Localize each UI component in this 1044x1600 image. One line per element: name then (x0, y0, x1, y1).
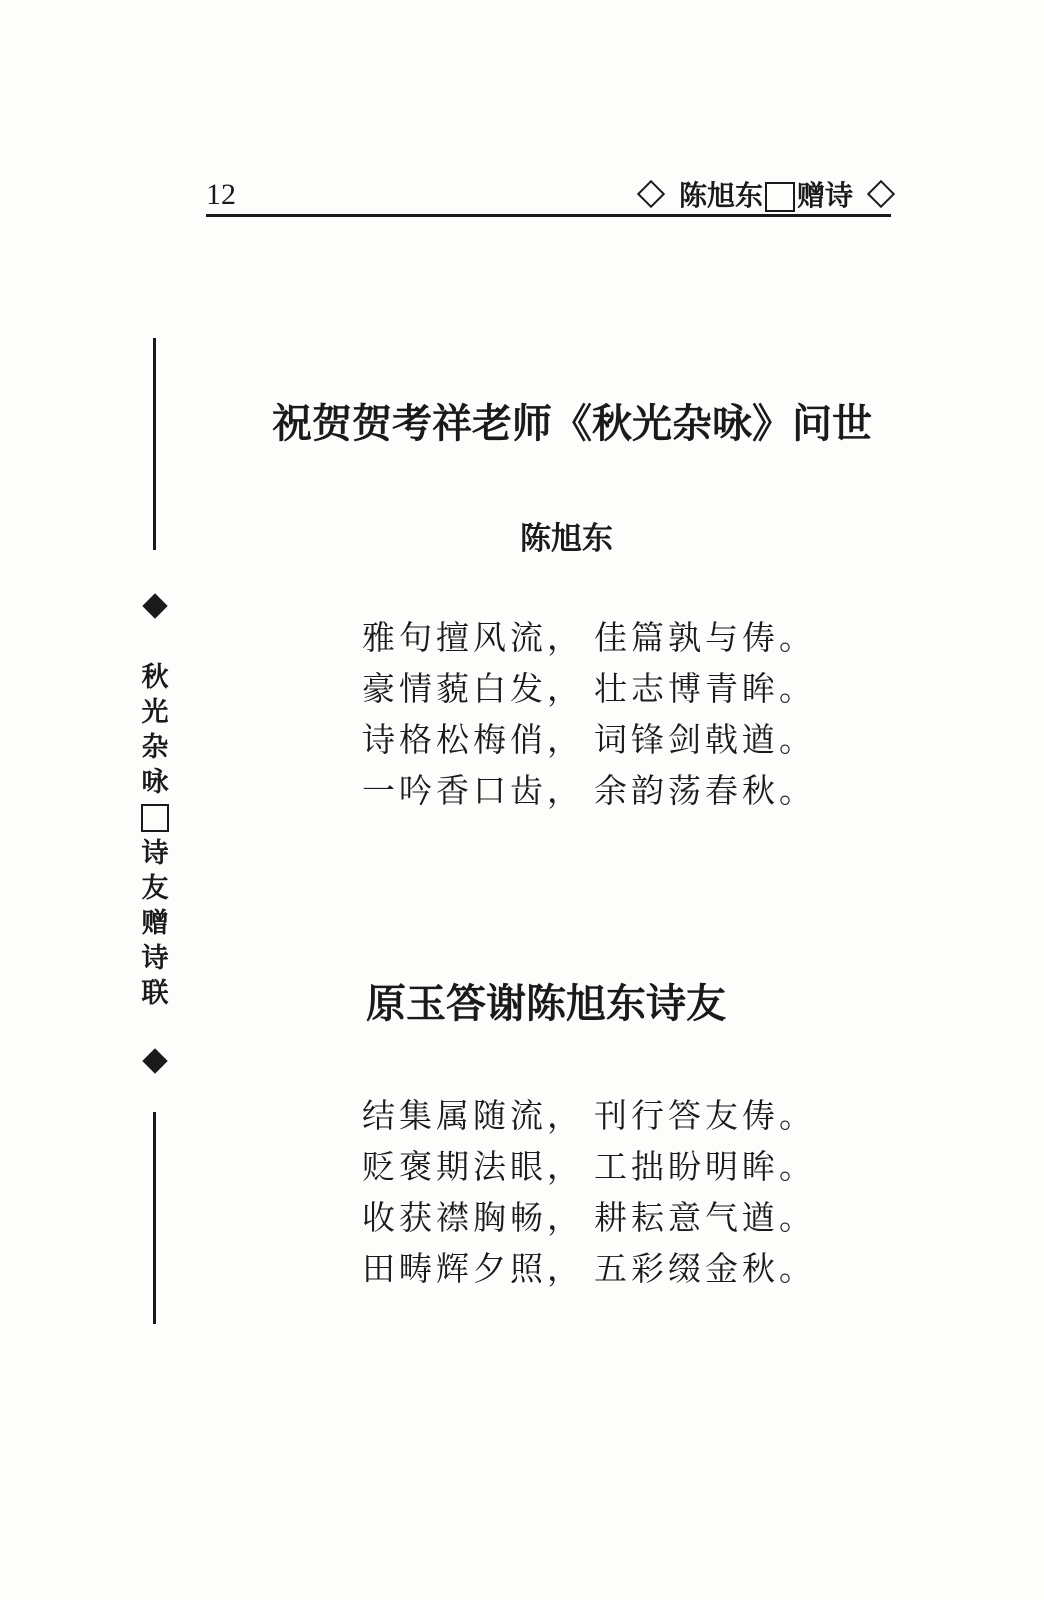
poem-line-first-half: 贬褒期法眼， (362, 1147, 584, 1186)
page-header (206, 168, 891, 217)
poem-body (362, 612, 826, 816)
sidebar-char: 赠 (141, 908, 169, 939)
poem-author: 陈旭东 (520, 521, 613, 557)
poem-body (362, 1090, 826, 1294)
poem-line (362, 663, 826, 714)
sidebar-rule-bottom (153, 1112, 156, 1324)
poem-line-first-half: 收获襟胸畅， (362, 1198, 584, 1237)
poem-line-second-half: 词锋剑戟遒。 (594, 720, 816, 759)
sidebar-char: 联 (141, 978, 169, 1009)
diamond-outline-icon (867, 180, 895, 208)
page-number: 12 (206, 178, 236, 211)
poem-line-first-half: 一吟香口齿， (362, 771, 584, 810)
running-title-text (679, 174, 853, 214)
poem-line-second-half: 佳篇孰与俦。 (594, 618, 816, 657)
box-separator-icon (141, 804, 169, 832)
sidebar-vertical-title (136, 660, 174, 1011)
sidebar-char: 杂 (141, 732, 169, 763)
poem-line-second-half: 五彩缀金秋。 (594, 1249, 816, 1288)
sidebar-char: 诗 (141, 943, 169, 974)
poem-title: 原玉答谢陈旭东诗友 (366, 981, 726, 1027)
poem-line (362, 612, 826, 663)
poem-line (362, 1141, 826, 1192)
poem-line-first-half: 诗格松梅俏， (362, 720, 584, 759)
poem-line (362, 1192, 826, 1243)
sidebar-char: 咏 (141, 767, 169, 798)
poem-line-second-half: 工拙盼明眸。 (594, 1147, 816, 1186)
sidebar-char: 光 (141, 697, 169, 728)
poem-line-first-half: 结集属随流， (362, 1096, 584, 1135)
sidebar-char: 秋 (141, 662, 169, 693)
poem-line-first-half: 田畴辉夕照， (362, 1249, 584, 1288)
poem-line-first-half: 雅句擅风流， (362, 618, 584, 657)
poem-line-second-half: 壮志博青眸。 (594, 669, 816, 708)
sidebar-char: 友 (141, 873, 169, 904)
poem-line-first-half: 豪情藐白发， (362, 669, 584, 708)
poem-title: 祝贺贺考祥老师《秋光杂咏》问世 (272, 401, 872, 447)
poem-line-second-half: 刊行答友俦。 (594, 1096, 816, 1135)
running-title-author: 陈旭东 (678, 179, 763, 212)
diamond-outline-icon (637, 180, 665, 208)
box-separator-icon (765, 182, 795, 212)
poem-line-second-half: 耕耘意气遒。 (594, 1198, 816, 1237)
poem-line (362, 714, 826, 765)
poem-line (362, 1090, 826, 1141)
diamond-icon (142, 593, 167, 618)
poem-line-second-half: 余韵荡春秋。 (594, 771, 816, 810)
sidebar-char: 诗 (141, 838, 169, 869)
running-title-section: 赠诗 (796, 179, 853, 212)
diamond-icon (142, 1048, 167, 1073)
running-title (641, 174, 891, 214)
poem-line (362, 765, 826, 816)
poem-line (362, 1243, 826, 1294)
